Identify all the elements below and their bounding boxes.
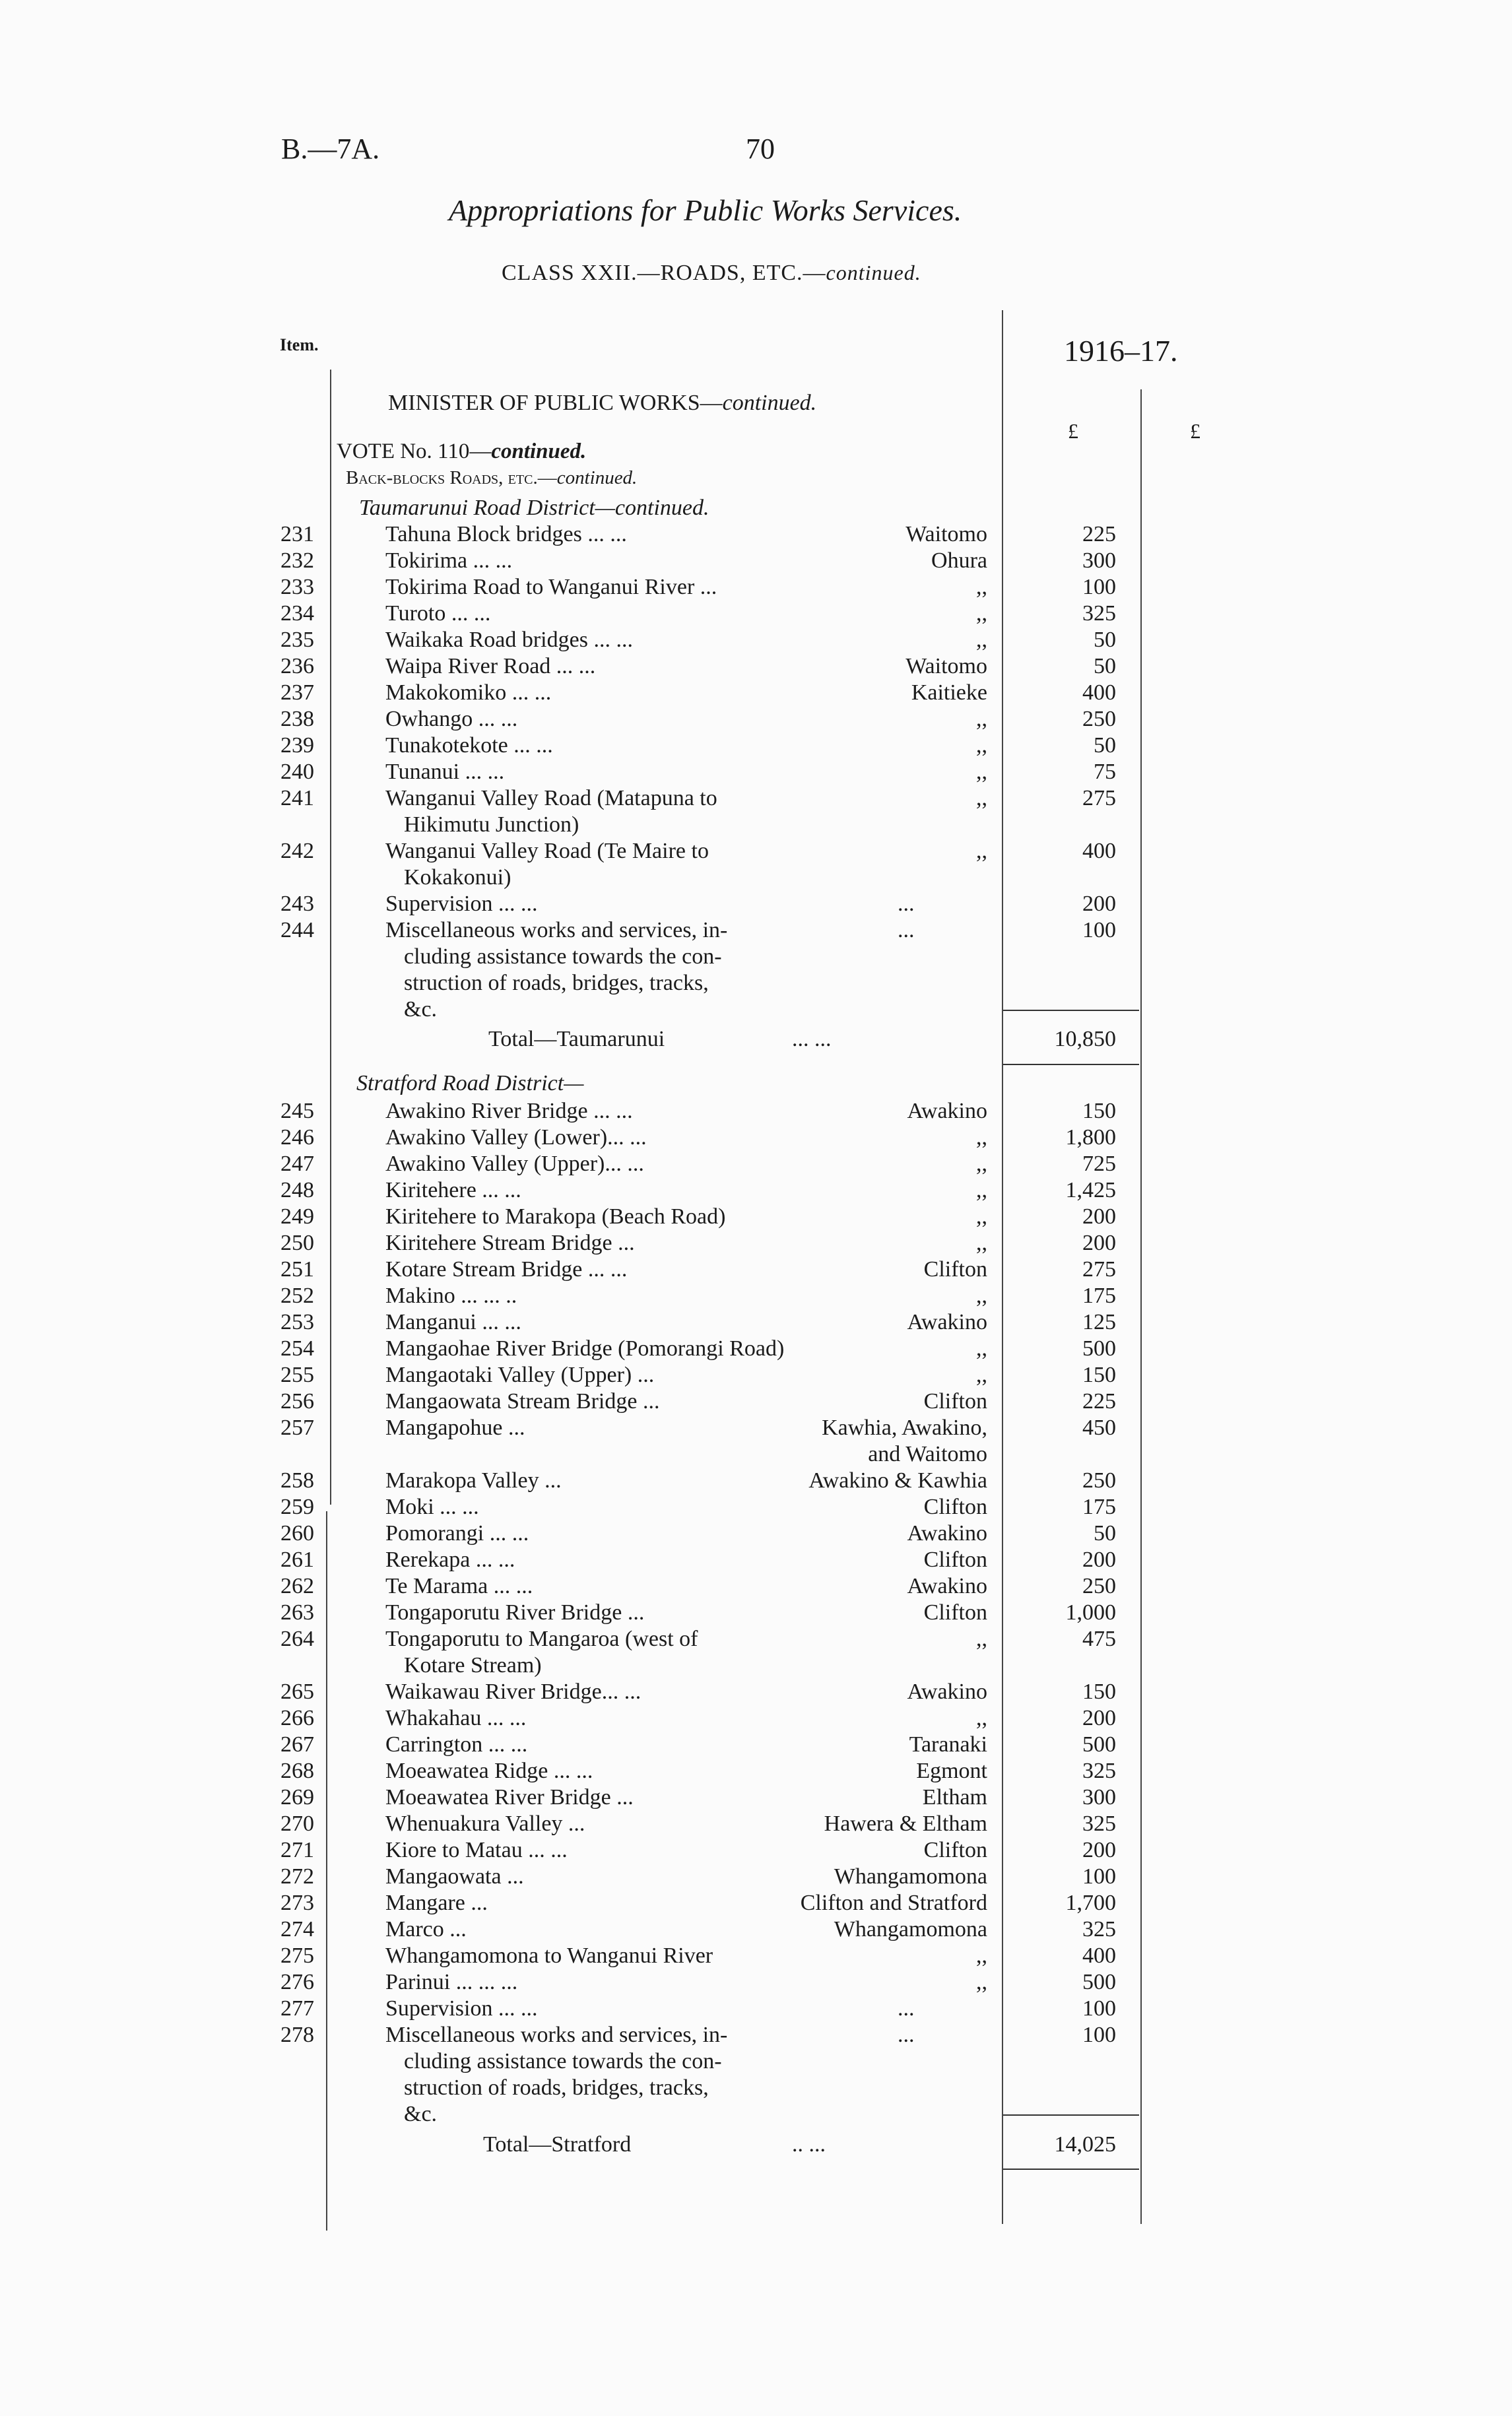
table-row	[0, 838, 1512, 865]
item-number: 249	[280, 1204, 314, 1229]
item-description: Te Marama ... ...	[385, 1574, 533, 1598]
item-district: ,,	[976, 839, 987, 863]
vote-heading	[337, 440, 586, 464]
item-district: ...	[898, 918, 915, 942]
item-description: Awakino River Bridge ... ...	[385, 1099, 633, 1123]
item-description: Whakahau ... ...	[385, 1706, 527, 1730]
item-description-continued: cluding assistance towards the con-	[404, 944, 722, 969]
item-amount: 100	[1082, 2023, 1116, 2047]
total-amount: 14,025	[1054, 2132, 1116, 2157]
item-amount: 50	[1094, 628, 1116, 652]
item-description: Parinui ... ... ...	[385, 1970, 518, 1994]
item-description-continued: Kotare Stream)	[404, 1653, 542, 1678]
item-description: Kotare Stream Bridge ... ...	[385, 1257, 628, 1282]
table-row	[0, 2022, 1512, 2048]
item-description-continued: struction of roads, bridges, tracks,	[404, 971, 709, 995]
item-number: 263	[280, 1600, 314, 1625]
table-row	[0, 1547, 1512, 1573]
item-number: 234	[280, 601, 314, 626]
item-amount: 150	[1082, 1363, 1116, 1387]
item-district: Kaitieke	[911, 680, 987, 705]
item-amount: 225	[1082, 522, 1116, 546]
table-row-continuation	[0, 2075, 1512, 2101]
item-description: Kiritehere ... ...	[385, 1178, 521, 1202]
item-district: ,,	[976, 707, 987, 731]
item-number: 273	[280, 1891, 314, 1915]
item-district: Awakino	[907, 1310, 987, 1334]
item-description: Mangare ...	[385, 1891, 488, 1915]
item-district: ,,	[976, 1284, 987, 1308]
item-description: Mangapohue ...	[385, 1416, 525, 1440]
item-number: 236	[280, 654, 314, 678]
table-row	[0, 1890, 1512, 1916]
item-amount: 500	[1082, 1970, 1116, 1994]
item-district: ,,	[976, 1204, 987, 1229]
item-description: Kiritehere Stream Bridge ...	[385, 1231, 635, 1255]
item-number: 277	[280, 1996, 314, 2021]
item-description: Whangamomona to Wanganui River	[385, 1943, 713, 1968]
item-number: 245	[280, 1099, 314, 1123]
table-row-continuation	[0, 1652, 1512, 1679]
table-row	[0, 653, 1512, 680]
page-number: 70	[746, 133, 775, 165]
item-description: Makokomiko ... ...	[385, 680, 552, 705]
item-description: Turoto ... ...	[385, 601, 491, 626]
item-number: 254	[280, 1336, 314, 1361]
item-amount: 325	[1082, 1759, 1116, 1783]
minister-heading	[388, 391, 816, 416]
table-row	[0, 601, 1512, 627]
item-description: Waikawau River Bridge... ...	[385, 1680, 641, 1704]
page-title: Appropriations for Public Works Services.	[449, 193, 962, 227]
item-district: ,,	[976, 1706, 987, 1730]
total-amount: 10,850	[1054, 1027, 1116, 1051]
item-number: 266	[280, 1706, 314, 1730]
item-amount: 200	[1082, 1838, 1116, 1862]
item-number: 271	[280, 1838, 314, 1862]
item-district: ,,	[976, 760, 987, 784]
item-amount: 400	[1082, 1943, 1116, 1968]
item-amount: 475	[1082, 1627, 1116, 1651]
table-row	[0, 680, 1512, 706]
district-heading-taumarunui	[0, 495, 1512, 521]
item-number: 239	[280, 733, 314, 758]
table-row	[0, 1415, 1512, 1441]
item-amount: 275	[1082, 786, 1116, 810]
table-row	[0, 1916, 1512, 1943]
item-amount: 100	[1082, 918, 1116, 942]
item-district: Clifton	[923, 1257, 987, 1282]
item-amount: 325	[1082, 601, 1116, 626]
district-heading-text: Taumarunui Road District—continued.	[359, 496, 709, 520]
item-description: Miscellaneous works and services, in-	[385, 918, 728, 942]
item-number: 237	[280, 680, 314, 705]
item-description: Tongaporutu River Bridge ...	[385, 1600, 645, 1625]
table-row-continuation	[0, 996, 1512, 1023]
item-description: Tahuna Block bridges ... ...	[385, 522, 627, 546]
item-amount: 200	[1082, 1231, 1116, 1255]
item-district: Clifton	[923, 1389, 987, 1414]
total-row-taumarunui	[0, 1026, 1512, 1053]
item-amount: 250	[1082, 1574, 1116, 1598]
vote-continued: continued.	[491, 440, 587, 463]
item-description: Mangaohae River Bridge (Pomorangi Road)	[385, 1336, 785, 1361]
item-amount: 325	[1082, 1917, 1116, 1942]
item-district: Awakino	[907, 1521, 987, 1546]
item-description: Mangaotaki Valley (Upper) ...	[385, 1363, 655, 1387]
item-description: Marco ...	[385, 1917, 467, 1942]
total-rule	[1003, 2169, 1139, 2170]
item-number: 231	[280, 522, 314, 546]
table-row	[0, 1388, 1512, 1415]
item-number: 251	[280, 1257, 314, 1282]
item-description: Moeawatea River Bridge ...	[385, 1785, 634, 1810]
item-amount: 275	[1082, 1257, 1116, 1282]
item-amount: 250	[1082, 707, 1116, 731]
table-row-continuation	[0, 812, 1512, 838]
document-reference: B.—7A.	[281, 133, 380, 165]
item-district: ...	[898, 892, 915, 916]
item-number: 238	[280, 707, 314, 731]
table-row	[0, 1705, 1512, 1732]
item-amount: 125	[1082, 1310, 1116, 1334]
item-column-header: Item.	[280, 335, 319, 354]
item-district: Awakino & Kawhia	[808, 1468, 987, 1493]
item-amount: 175	[1082, 1284, 1116, 1308]
pound-sign-items: £	[1068, 419, 1078, 443]
item-number: 242	[280, 839, 314, 863]
item-amount: 1,425	[1065, 1178, 1116, 1202]
item-description: Waikaka Road bridges ... ...	[385, 628, 633, 652]
item-number: 248	[280, 1178, 314, 1202]
item-amount: 500	[1082, 1732, 1116, 1757]
item-amount: 50	[1094, 1521, 1116, 1546]
table-row	[0, 1811, 1512, 1837]
item-amount: 50	[1094, 733, 1116, 758]
item-district: Clifton	[923, 1600, 987, 1625]
item-description: Kiore to Matau ... ...	[385, 1838, 568, 1862]
item-amount: 200	[1082, 1548, 1116, 1572]
item-description-continued: struction of roads, bridges, tracks,	[404, 2075, 709, 2100]
item-description: Tunakotekote ... ...	[385, 733, 553, 758]
table-row	[0, 733, 1512, 759]
item-description: Waipa River Road ... ...	[385, 654, 596, 678]
item-number: 246	[280, 1125, 314, 1150]
table-row	[0, 1362, 1512, 1388]
item-district: Clifton	[923, 1548, 987, 1572]
table-row	[0, 1494, 1512, 1520]
total-label: Total—Taumarunui	[488, 1027, 665, 1051]
table-row-continuation	[0, 1441, 1512, 1468]
item-amount: 200	[1082, 1204, 1116, 1229]
item-amount: 400	[1082, 680, 1116, 705]
item-amount: 450	[1082, 1416, 1116, 1440]
item-district: ,,	[976, 1178, 987, 1202]
item-amount: 1,800	[1065, 1125, 1116, 1150]
item-district: ,,	[976, 628, 987, 652]
item-description: Supervision ... ...	[385, 892, 538, 916]
table-row	[0, 1600, 1512, 1626]
item-number: 258	[280, 1468, 314, 1493]
table-row	[0, 891, 1512, 917]
item-amount: 175	[1082, 1495, 1116, 1519]
table-row	[0, 1468, 1512, 1494]
subtotal-rule	[1003, 1010, 1139, 1011]
item-amount: 1,000	[1065, 1600, 1116, 1625]
item-number: 260	[280, 1521, 314, 1546]
item-number: 274	[280, 1917, 314, 1942]
item-description: Awakino Valley (Lower)... ...	[385, 1125, 647, 1150]
table-row	[0, 1996, 1512, 2022]
backblocks-continued: continued.	[556, 467, 638, 488]
item-amount: 225	[1082, 1389, 1116, 1414]
total-rule	[1003, 1064, 1139, 1065]
table-row	[0, 1573, 1512, 1600]
item-district: Whangamomona	[834, 1864, 987, 1889]
item-amount: 100	[1082, 575, 1116, 599]
item-description: Kiritehere to Marakopa (Beach Road)	[385, 1204, 726, 1229]
item-district: Clifton	[923, 1495, 987, 1519]
item-amount: 1,700	[1065, 1891, 1116, 1915]
item-district: Ohura	[931, 548, 987, 573]
item-number: 275	[280, 1943, 314, 1968]
item-district: Waitomo	[905, 522, 987, 546]
table-row	[0, 1257, 1512, 1283]
table-row	[0, 548, 1512, 574]
item-description: Whenuakura Valley ...	[385, 1812, 585, 1836]
item-description: Tokirima ... ...	[385, 548, 513, 573]
item-district: ...	[898, 2023, 915, 2047]
item-description: Carrington ... ...	[385, 1732, 528, 1757]
item-description: Tongaporutu to Mangaroa (west of	[385, 1627, 698, 1651]
item-number: 264	[280, 1627, 314, 1651]
table-row	[0, 1309, 1512, 1336]
item-district: ,,	[976, 601, 987, 626]
item-description: Rerekapa ... ...	[385, 1548, 515, 1572]
table-row	[0, 574, 1512, 601]
total-label: Total—Stratford	[483, 2132, 632, 2157]
item-amount: 300	[1082, 548, 1116, 573]
table-row-continuation	[0, 865, 1512, 891]
item-district: ,,	[976, 1363, 987, 1387]
item-amount: 150	[1082, 1099, 1116, 1123]
item-description: Marakopa Valley ...	[385, 1468, 562, 1493]
item-number: 257	[280, 1416, 314, 1440]
subtotal-rule	[1003, 2114, 1139, 2116]
minister-label: MINISTER OF PUBLIC WORKS—	[388, 391, 723, 415]
item-number: 278	[280, 2023, 314, 2047]
item-district: ,,	[976, 1336, 987, 1361]
item-amount: 50	[1094, 654, 1116, 678]
table-row	[0, 785, 1512, 812]
item-description-continued: &c.	[404, 2102, 438, 2126]
item-district: Egmont	[916, 1759, 987, 1783]
item-number: 250	[280, 1231, 314, 1255]
item-district: ,,	[976, 575, 987, 599]
item-amount: 725	[1082, 1152, 1116, 1176]
item-description: Tokirima Road to Wanganui River ...	[385, 575, 717, 599]
item-description: Miscellaneous works and services, in-	[385, 2023, 728, 2047]
item-district: Awakino	[907, 1574, 987, 1598]
item-number: 276	[280, 1970, 314, 1994]
table-row	[0, 1125, 1512, 1151]
vote-label: VOTE No. 110—	[337, 440, 492, 463]
item-number: 252	[280, 1284, 314, 1308]
item-amount: 500	[1082, 1336, 1116, 1361]
item-description: Manganui ... ...	[385, 1310, 521, 1334]
item-number: 235	[280, 628, 314, 652]
item-amount: 75	[1094, 760, 1116, 784]
table-row	[0, 627, 1512, 653]
item-description: Moki ... ...	[385, 1495, 479, 1519]
item-amount: 250	[1082, 1468, 1116, 1493]
item-number: 269	[280, 1785, 314, 1810]
table-row	[0, 1151, 1512, 1177]
item-number: 243	[280, 892, 314, 916]
item-number: 270	[280, 1812, 314, 1836]
item-amount: 300	[1082, 1785, 1116, 1810]
district-heading-text: Stratford Road District—	[356, 1071, 584, 1095]
item-amount: 400	[1082, 839, 1116, 863]
table-row	[0, 521, 1512, 548]
total-dots: ... ...	[792, 1027, 832, 1051]
item-district: Taranaki	[909, 1732, 987, 1757]
backblocks-label: Back-blocks Roads, etc.—	[346, 467, 557, 488]
table-row	[0, 1943, 1512, 1969]
item-district: Awakino	[907, 1680, 987, 1704]
class-heading	[502, 261, 921, 286]
table-row	[0, 1098, 1512, 1125]
table-row	[0, 1336, 1512, 1362]
class-label: CLASS XXII.—ROADS, ETC.—	[502, 261, 826, 285]
item-description: Supervision ... ...	[385, 1996, 538, 2021]
item-district: Hawera & Eltham	[824, 1812, 987, 1836]
table-row	[0, 917, 1512, 944]
district-heading-stratford	[0, 1070, 1512, 1097]
item-district-continued: and Waitomo	[868, 1442, 987, 1466]
minister-continued: continued.	[722, 391, 817, 415]
table-row	[0, 1864, 1512, 1890]
item-description: Mangaowata ...	[385, 1864, 524, 1889]
item-number: 261	[280, 1548, 314, 1572]
item-number: 255	[280, 1363, 314, 1387]
item-district: Waitomo	[905, 654, 987, 678]
item-district: ...	[898, 1996, 915, 2021]
item-number: 233	[280, 575, 314, 599]
item-description-continued: Kokakonui)	[404, 865, 511, 890]
table-row	[0, 1758, 1512, 1784]
table-row	[0, 759, 1512, 785]
item-number: 265	[280, 1680, 314, 1704]
item-description: Wanganui Valley Road (Matapuna to	[385, 786, 717, 810]
item-district: Kawhia, Awakino,	[822, 1416, 987, 1440]
class-continued: continued.	[826, 261, 921, 284]
table-row	[0, 706, 1512, 733]
item-amount: 100	[1082, 1996, 1116, 2021]
item-description: Owhango ... ...	[385, 707, 518, 731]
item-description: Pomorangi ... ...	[385, 1521, 529, 1546]
table-row	[0, 1204, 1512, 1230]
table-row	[0, 1837, 1512, 1864]
item-number: 244	[280, 918, 314, 942]
table-row-continuation	[0, 970, 1512, 996]
item-amount: 100	[1082, 1864, 1116, 1889]
item-district: ,,	[976, 733, 987, 758]
item-district: ,,	[976, 1970, 987, 1994]
item-number: 232	[280, 548, 314, 573]
item-district: Whangamomona	[834, 1917, 987, 1942]
table-row	[0, 1626, 1512, 1652]
table-row	[0, 1679, 1512, 1705]
table-row	[0, 1732, 1512, 1758]
table-row	[0, 1969, 1512, 1996]
table-row	[0, 1784, 1512, 1811]
item-description-continued: cluding assistance towards the con-	[404, 2049, 722, 2073]
pound-sign-totals: £	[1190, 419, 1200, 443]
item-number: 240	[280, 760, 314, 784]
item-number: 259	[280, 1495, 314, 1519]
item-number: 241	[280, 786, 314, 810]
item-description: Tunanui ... ...	[385, 760, 505, 784]
item-district: ,,	[976, 1125, 987, 1150]
table-row-continuation	[0, 944, 1512, 970]
item-district: Clifton and Stratford	[800, 1891, 987, 1915]
backblocks-heading	[346, 467, 637, 489]
item-amount: 325	[1082, 1812, 1116, 1836]
item-district: ,,	[976, 1627, 987, 1651]
item-amount: 200	[1082, 892, 1116, 916]
item-amount: 150	[1082, 1680, 1116, 1704]
item-description: Mangaowata Stream Bridge ...	[385, 1389, 660, 1414]
item-number: 256	[280, 1389, 314, 1414]
item-district: Eltham	[922, 1785, 987, 1810]
item-number: 262	[280, 1574, 314, 1598]
item-number: 253	[280, 1310, 314, 1334]
total-row-stratford	[0, 2132, 1512, 2158]
table-row	[0, 1177, 1512, 1204]
item-amount: 200	[1082, 1706, 1116, 1730]
table-row	[0, 1230, 1512, 1257]
item-district: Awakino	[907, 1099, 987, 1123]
item-number: 247	[280, 1152, 314, 1176]
table-row-continuation	[0, 2101, 1512, 2128]
item-number: 267	[280, 1732, 314, 1757]
item-description-continued: &c.	[404, 997, 438, 1022]
year-column-header: 1916–17.	[1064, 334, 1178, 368]
item-description-continued: Hikimutu Junction)	[404, 812, 579, 837]
item-district: ,,	[976, 1231, 987, 1255]
item-number: 272	[280, 1864, 314, 1889]
item-description: Moeawatea Ridge ... ...	[385, 1759, 593, 1783]
item-district: ,,	[976, 1943, 987, 1968]
table-row	[0, 1520, 1512, 1547]
item-description: Awakino Valley (Upper)... ...	[385, 1152, 644, 1176]
item-district: ,,	[976, 1152, 987, 1176]
item-district: Clifton	[923, 1838, 987, 1862]
table-row	[0, 1283, 1512, 1309]
table-row-continuation	[0, 2048, 1512, 2075]
item-description: Wanganui Valley Road (Te Maire to	[385, 839, 709, 863]
item-description: Makino ... ... ..	[385, 1284, 517, 1308]
item-number: 268	[280, 1759, 314, 1783]
total-dots: .. ...	[792, 2132, 826, 2157]
item-district: ,,	[976, 786, 987, 810]
